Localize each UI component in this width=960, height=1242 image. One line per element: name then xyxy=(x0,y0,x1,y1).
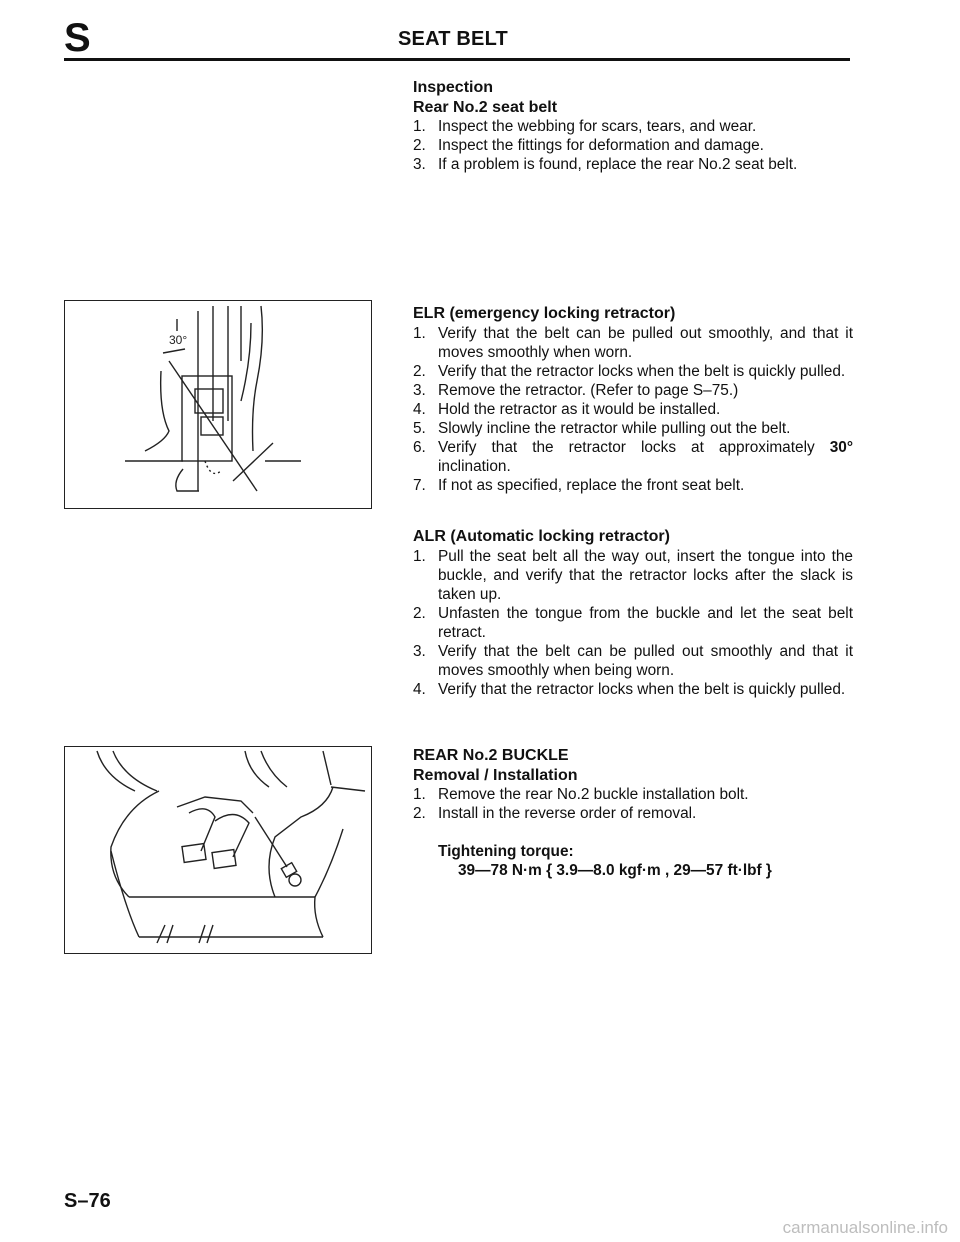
torque-label: Tightening torque: xyxy=(438,843,574,860)
alr-heading: ALR (Automatic locking retractor) xyxy=(413,528,670,545)
section-letter: S xyxy=(64,16,91,60)
buckle-steps xyxy=(413,785,853,823)
list-item: 1. Remove the rear No.2 buckle installation bolt. xyxy=(413,786,749,803)
list-item: 2. Unfasten the tongue from the buckle and let the seat belt retract. xyxy=(413,604,853,641)
elr-steps xyxy=(413,324,853,495)
buckle-heading: REAR No.2 BUCKLE xyxy=(413,747,569,764)
elr-heading: ELR (emergency locking retractor) xyxy=(413,305,676,322)
page-title: SEAT BELT xyxy=(398,28,508,50)
list-item: 2. Verify that the retractor locks when the belt is quickly pulled. xyxy=(413,362,846,380)
list-item: 1. Verify that the belt can be pulled out smoothly, and that it moves smoothly when worn. xyxy=(413,324,853,361)
list-item: 4. Verify that the retractor locks when the belt is quickly pulled. xyxy=(413,680,846,698)
inspection-section xyxy=(413,78,853,174)
list-item: 1. Inspect the webbing for scars, tears, and wear. xyxy=(413,118,757,135)
list-item: 5. Slowly incline the retractor while pulling out the belt. xyxy=(413,419,791,437)
retractor-inclination-figure xyxy=(64,300,372,509)
alr-section xyxy=(413,527,853,699)
list-item: 7. If not as specified, replace the front seat belt. xyxy=(413,476,745,494)
list-item: 3. Remove the retractor. (Refer to page S–75.) xyxy=(413,381,739,399)
page-number: S–76 xyxy=(64,1190,111,1212)
buckle-section xyxy=(413,746,853,880)
torque-spec xyxy=(438,842,853,880)
list-item: 2. Install in the reverse order of removal. xyxy=(413,805,697,822)
list-item: 2. Inspect the fittings for deformation and damage. xyxy=(413,137,764,154)
list-item: 3. Verify that the belt can be pulled out smoothly and that it moves smoothly when being worn. xyxy=(413,642,853,679)
list-item: 4. Hold the retractor as it would be installed. xyxy=(413,400,721,418)
inspection-heading: Inspection xyxy=(413,79,494,96)
list-item: 1. Pull the seat belt all the way out, insert the tongue into the buckle, and verify that the retractor locks after the slack is taken up. xyxy=(413,547,853,603)
inspection-subheading: Rear No.2 seat belt xyxy=(413,98,558,116)
elr-section xyxy=(413,304,853,495)
header-rule xyxy=(64,58,850,61)
angle-label: 30° xyxy=(169,333,188,347)
alr-steps xyxy=(413,547,853,699)
buckle-subheading: Removal / Installation xyxy=(413,766,578,784)
watermark: carmanualsonline.info xyxy=(782,1218,948,1237)
list-item: 6. Verify that the retractor locks at approximately 30° inclination. xyxy=(413,438,853,475)
torque-value: 39—78 N·m { 3.9—8.0 kgf·m , 29—57 ft·lbf } xyxy=(458,862,772,879)
inspection-steps xyxy=(413,117,853,174)
rear-buckle-figure xyxy=(64,746,372,954)
list-item: 3. If a problem is found, replace the rear No.2 seat belt. xyxy=(413,156,798,173)
